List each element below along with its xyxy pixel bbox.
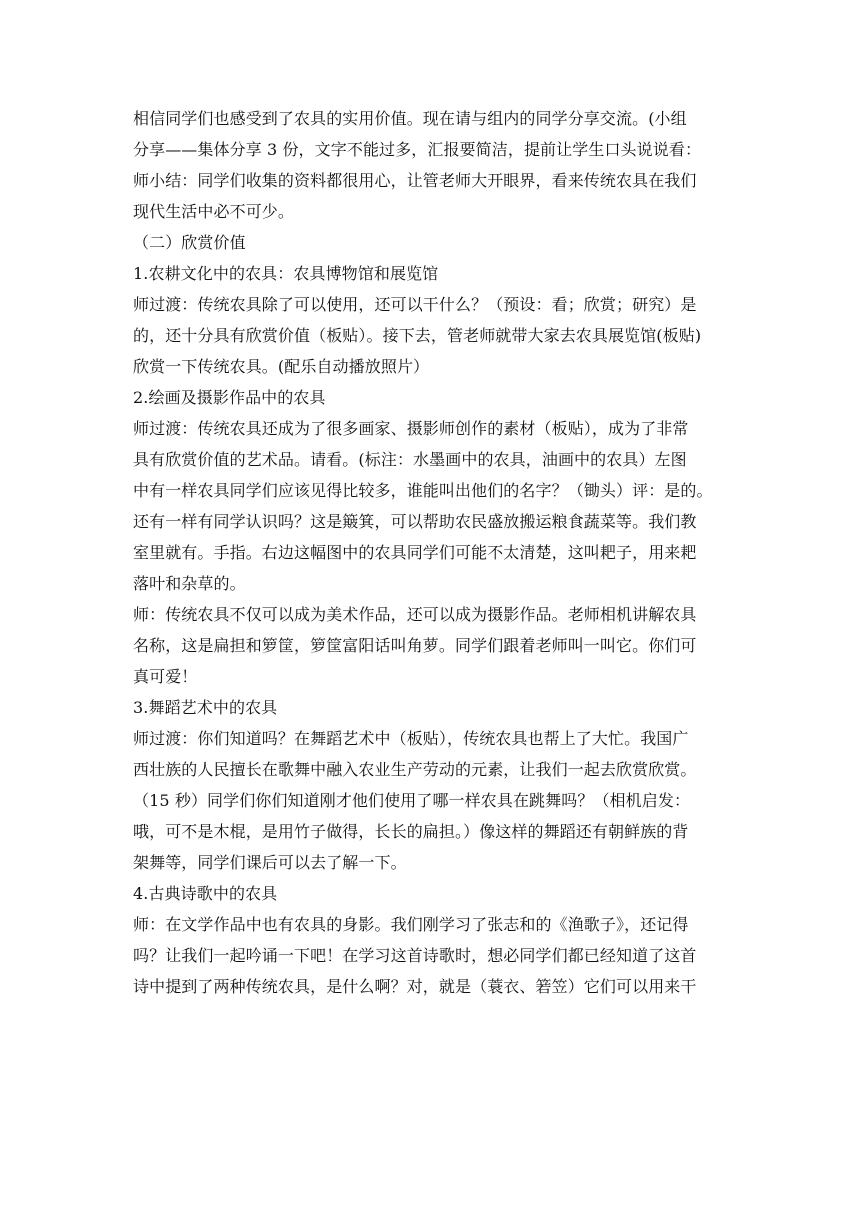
text-line: 师过渡：你们知道吗？在舞蹈艺术中（板贴），传统农具也帮上了大忙。我国广 [133, 729, 689, 748]
text-line: 西壮族的人民擅长在歌舞中融入农业生产劳动的元素，让我们一起去欣赏欣赏。 [133, 760, 697, 779]
text-line: 师：在文学作品中也有农具的身影。我们刚学习了张志和的《渔歌子》，还记得 [133, 915, 689, 934]
subsection-heading: 4.古典诗歌中的农具 [133, 884, 278, 903]
text-line: 名称，这是扁担和箩筐，箩筐富阳话叫角萝。同学们跟着老师叫一叫它。你们可 [133, 636, 697, 655]
subsection-heading: 3.舞蹈艺术中的农具 [133, 698, 278, 717]
text-line: 架舞等，同学们课后可以去了解一下。 [133, 853, 407, 872]
text-line: 相信同学们也感受到了农具的实用价值。现在请与组内的同学分享交流。(小组 [133, 109, 687, 128]
text-line: 具有欣赏价值的艺术品。请看。(标注：水墨画中的农具，油画中的农具）左图 [133, 450, 687, 469]
text-line: 分享——集体分享 3 份，文字不能过多，汇报要简洁，提前让学生口头说说看： [133, 140, 702, 159]
text-line: 室里就有。手指。右边这幅图中的农具同学们可能不太清楚，这叫耙子，用来耙 [133, 543, 697, 562]
subsection-heading: 1.农耕文化中的农具：农具博物馆和展览馆 [133, 264, 439, 283]
section-heading: （二）欣赏价值 [133, 233, 246, 252]
text-line: 师小结：同学们收集的资料都很用心，让管老师大开眼界，看来传统农具在我们 [133, 171, 697, 190]
text-line: 落叶和杂草的。 [133, 574, 246, 593]
subsection-heading: 2.绘画及摄影作品中的农具 [133, 388, 326, 407]
text-line: 哦，可不是木棍，是用竹子做得，长长的扁担。）像这样的舞蹈还有朝鲜族的背 [133, 822, 689, 841]
text-line: 中有一样农具同学们应该见得比较多，谁能叫出他们的名字？（锄头）评：是的。 [133, 481, 713, 500]
text-line: （15 秒）同学们你们知道刚才他们使用了哪一样农具在跳舞吗？（相机启发： [133, 791, 691, 810]
text-line: 师过渡：传统农具还成为了很多画家、摄影师创作的素材（板贴），成为了非常 [133, 419, 689, 438]
text-line: 诗中提到了两种传统农具，是什么啊？对，就是（蓑衣、箬笠）它们可以用来干 [133, 977, 697, 996]
text-line: 的，还十分具有欣赏价值（板贴）。接下去，管老师就带大家去农具展览馆(板贴) [133, 326, 702, 345]
text-line: 现代生活中必不可少。 [133, 202, 295, 221]
text-line: 吗？让我们一起吟诵一下吧！在学习这首诗歌时，想必同学们都已经知道了这首 [133, 946, 697, 965]
text-line: 欣赏一下传统农具。(配乐自动播放照片） [133, 357, 430, 376]
text-line: 真可爱！ [133, 667, 198, 686]
text-line: 师过渡：传统农具除了可以使用，还可以干什么？（预设：看；欣赏；研究）是 [133, 295, 697, 314]
text-line: 师：传统农具不仅可以成为美术作品，还可以成为摄影作品。老师相机讲解农具 [133, 605, 697, 624]
text-line: 还有一样有同学认识吗？这是簸箕，可以帮助农民盛放搬运粮食蔬菜等。我们教 [133, 512, 697, 531]
document-body [133, 103, 733, 1002]
